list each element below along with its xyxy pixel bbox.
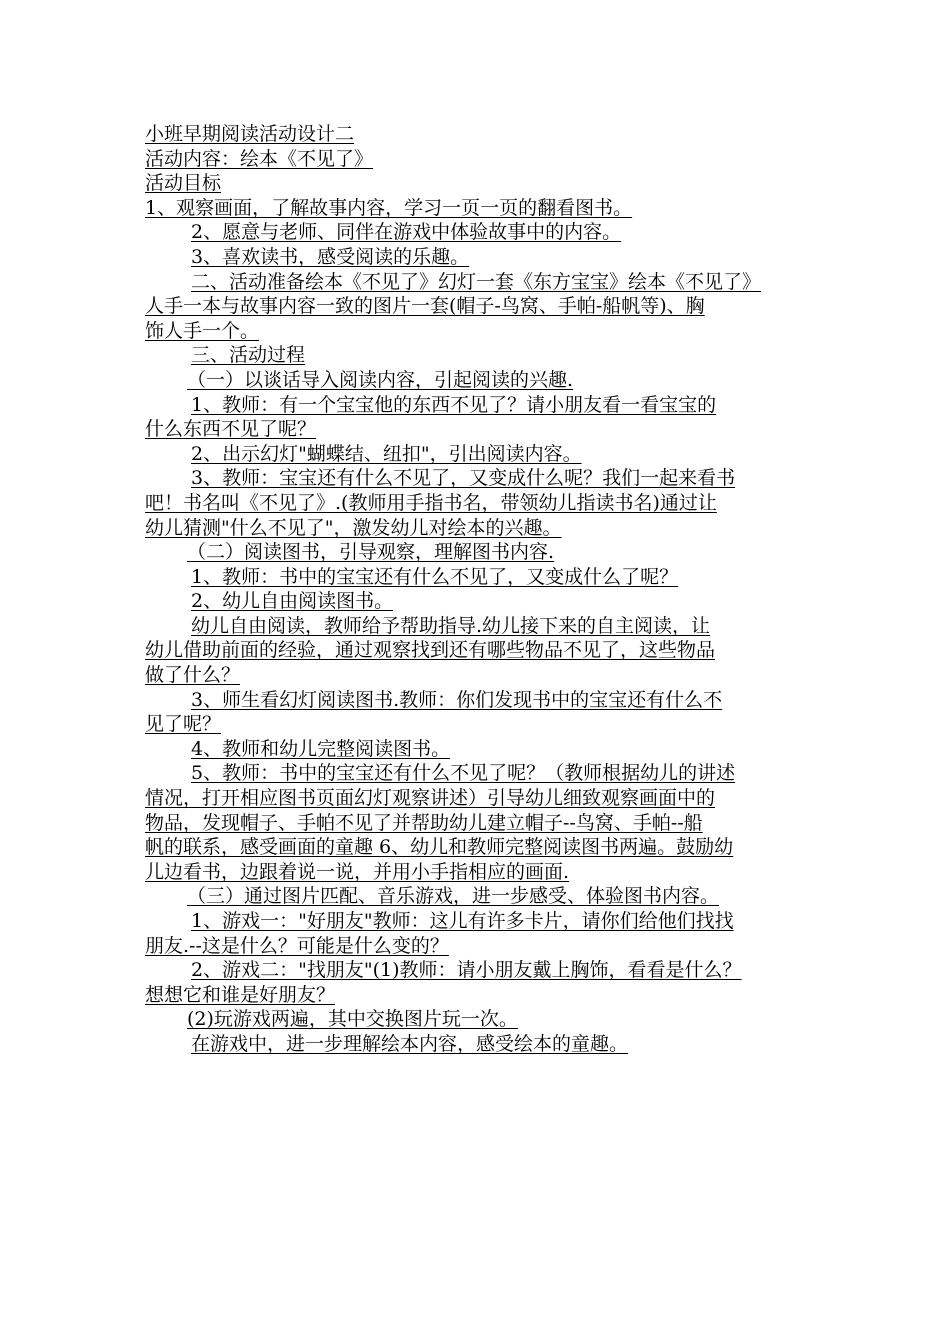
doc-title: 小班早期阅读活动设计二 <box>145 123 355 145</box>
text-line: 想想它和谁是好朋友？ <box>145 983 336 1006</box>
text-line: 幼儿自由阅读，教师给予帮助指导.幼儿接下来的自主阅读，让 <box>191 614 711 637</box>
activity-process-heading: 三、活动过程 <box>191 344 306 367</box>
text-line: 情况，打开相应图书页面幻灯观察讲述）引导幼儿细致观察画面中的 <box>145 787 716 810</box>
text-line: 幼儿借助前面的经验，通过观察找到还有哪些物品不见了，这些物品 <box>145 639 716 662</box>
text-line: 3、师生看幻灯阅读图书.教师：你们发现书中的宝宝还有什么不 <box>191 688 723 711</box>
text-line: 吧！书名叫《不见了》.(教师用手指书名，带领幼儿指读书名)通过让 <box>145 491 717 514</box>
text-line: 朋友.--这是什么？可能是什么变的？ <box>145 934 449 957</box>
text-line: 4、教师和幼儿完整阅读图书。 <box>191 737 451 760</box>
document-body <box>145 122 815 1057</box>
text-line: 见了呢？ <box>145 713 222 736</box>
section-heading: （三）通过图片匹配、音乐游戏，进一步感受、体验图书内容。 <box>187 885 720 908</box>
text-line: 在游戏中，进一步理解绘本内容，感受绘本的童趣。 <box>191 1032 629 1055</box>
text-line: 1、教师：书中的宝宝还有什么不见了，又变成什么了呢？ <box>191 565 679 588</box>
text-line: 1、观察画面，了解故事内容，学习一页一页的翻看图书。 <box>145 196 633 219</box>
text-line: 1、教师：有一个宝宝他的东西不见了？请小朋友看一看宝宝的 <box>191 393 717 416</box>
text-line: 做了什么？ <box>145 664 241 687</box>
section-heading: （二）阅读图书，引导观察，理解图书内容. <box>187 541 555 564</box>
section-heading: （一）以谈话导入阅读内容，引起阅读的兴趣. <box>187 368 574 391</box>
text-line: (2)玩游戏两遍，其中交换图片玩一次。 <box>187 1008 518 1031</box>
text-line: 2、幼儿自由阅读图书。 <box>191 590 394 613</box>
text-line: 幼儿猜测"什么不见了"，激发幼儿对绘本的兴趣。 <box>145 516 562 539</box>
text-line: 儿边看书，边跟着说一说，并用小手指相应的画面. <box>145 860 570 883</box>
text-line: 3、教师：宝宝还有什么不见了，又变成什么呢？我们一起来看书 <box>191 467 736 490</box>
text-line: 2、出示幻灯"蝴蝶结、纽扣"，引出阅读内容。 <box>191 442 582 465</box>
text-line: 2、愿意与老师、同伴在游戏中体验故事中的内容。 <box>191 221 622 244</box>
text-line: 饰人手一个。 <box>145 319 260 342</box>
text-line: 物品，发现帽子、手帕不见了并帮助幼儿建立帽子--鸟窝、手帕--船 <box>145 811 703 834</box>
text-line: 人手一本与故事内容一致的图片一套(帽子-鸟窝、手帕-船帆等)、胸 <box>145 295 705 318</box>
text-line: 1、游戏一："好朋友"教师：这儿有许多卡片，请你们给他们找找 <box>191 910 734 932</box>
text-line: 2、游戏二："找朋友"(1)教师：请小朋友戴上胸饰，看看是什么？ <box>191 959 742 982</box>
text-line: 3、喜欢读书，感受阅读的乐趣。 <box>191 245 470 268</box>
text-line: 5、教师：书中的宝宝还有什么不见了呢？（教师根据幼儿的讲述 <box>191 762 736 785</box>
activity-content: 活动内容：绘本《不见了》 <box>145 147 374 170</box>
text-line: 什么东西不见了呢？ <box>145 418 317 441</box>
activity-prep-heading: 二、活动准备绘本《不见了》幻灯一套《东方宝宝》绘本《不见了》 <box>191 270 762 293</box>
activity-goals-heading: 活动目标 <box>145 172 222 195</box>
text-line: 帆的联系，感受画面的童趣 6、幼儿和教师完整阅读图书两遍。鼓励幼 <box>145 836 734 859</box>
